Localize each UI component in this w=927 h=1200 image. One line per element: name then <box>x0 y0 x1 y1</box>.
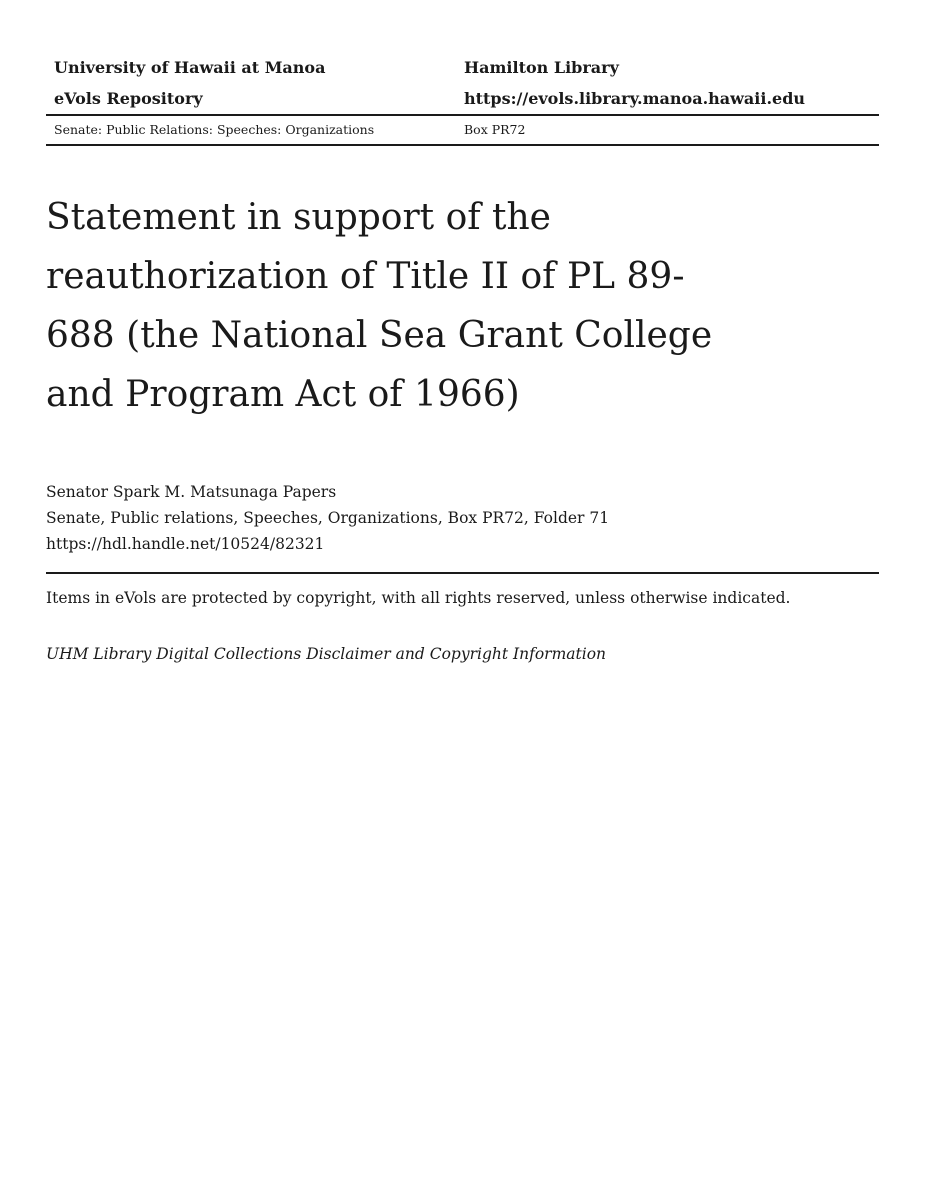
header-bottom-divider <box>46 144 879 146</box>
collection-name: Senator Spark M. Matsunaga Papers <box>46 483 337 501</box>
header-subrow <box>46 116 879 144</box>
document-metadata <box>46 479 609 557</box>
rights-statement: Items in eVols are protected by copyright, with all rights reserved, unless otherwise indicated. <box>46 589 791 607</box>
library-name: Hamilton Library <box>464 58 619 77</box>
repository-url[interactable]: https://evols.library.manoa.hawaii.edu <box>464 89 806 108</box>
box-label: Box PR72 <box>464 122 526 137</box>
document-title: Statement in support of the reauthorization of Title II of PL 89-688 (the National Sea Grant College and Program Act of 1966) <box>46 197 713 415</box>
disclaimer-link[interactable]: UHM Library Digital Collections Disclaimer and Copyright Information <box>46 645 607 663</box>
header-row-1 <box>46 52 879 83</box>
handle-link[interactable]: https://hdl.handle.net/10524/82321 <box>46 535 325 553</box>
folder-location: Senate, Public relations, Speeches, Organizations, Box PR72, Folder 71 <box>46 509 610 527</box>
institution-name: University of Hawaii at Manoa <box>54 58 326 77</box>
header-row-2 <box>46 83 879 114</box>
metadata-divider <box>46 572 879 574</box>
document-header <box>46 52 879 146</box>
repository-name: eVols Repository <box>54 89 203 108</box>
collection-path: Senate: Public Relations: Speeches: Organizations <box>54 122 375 137</box>
